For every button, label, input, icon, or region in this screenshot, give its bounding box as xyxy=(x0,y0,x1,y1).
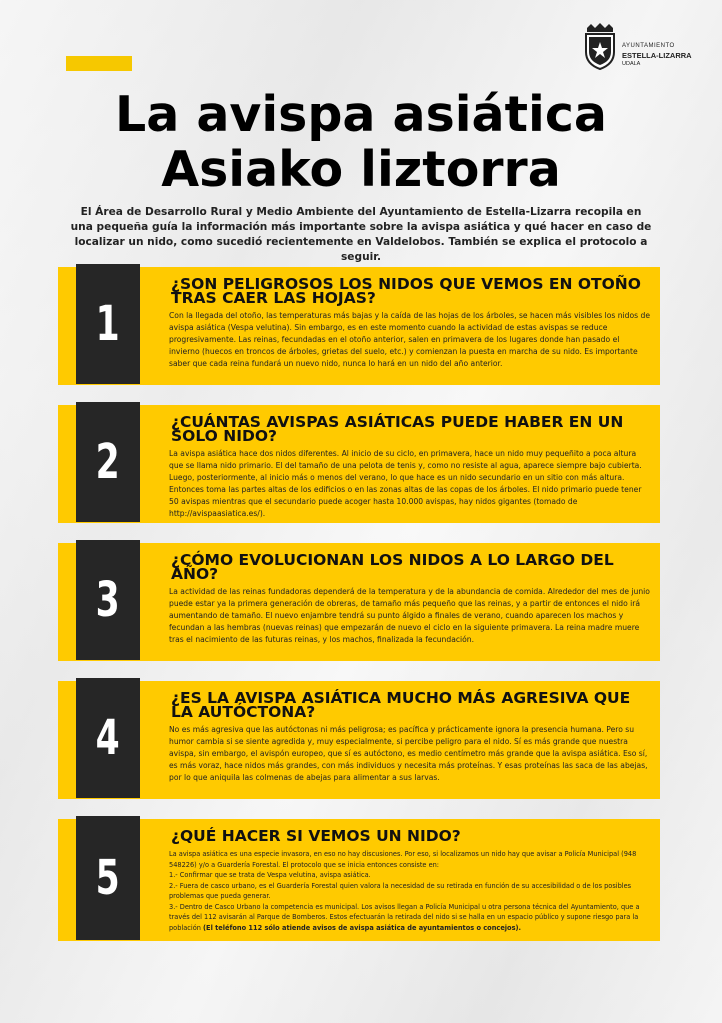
card-number-badge xyxy=(76,540,140,660)
card-answer: La avispa asiática hace dos nidos diferentes. Al inicio de su ciclo, en primavera, hace un nido muy pequeñito a poca altura que se llama nido primario. El del tamaño de una pelota de tenis y, como no resiste al agua, aparece siempre bajo cubierta. Luego, posteriormente, al inicio más o menos del verano, lo que hace es un nido secundario en un sitio con más altura. Entonces toma las partes altas de los edificios o en las zonas altas de las copas de los árboles. El nido primario puede tener 50 avispas mientras que el secundario puede acoger hasta 10.000 avispas, hay nidos gigantes (tomado de http://avispaasiatica.es/). xyxy=(169,449,642,518)
card-question: ¿QUÉ HACER SI VEMOS UN NIDO? xyxy=(171,827,461,845)
card-number: 4 xyxy=(95,710,121,766)
card-number-badge xyxy=(76,678,140,798)
town-hall-logo xyxy=(583,22,693,74)
card-answer-text: La avispa asiática es una especie invasora, en eso no hay discusiones. Por eso, si localizamos un nido hay que avisar a Policía Municipal (948 548226) y/o a Guardería Forestal. El protocolo que se inicia entonces consiste en: 1.- Confirmar que se trata de Vespa velutina, avispa asiática. 2.- Fuera de casco urbano, es el Guardería Forestal quien valora la necesidad de su retirada en función de su accesibilidad o de los posibles problemas que pueda generar. 3.- Dentro de Casco Urbano la competencia es municipal. Los avisos llegan a Policía Municipal u otra persona técnica del Ayuntamiento, que a través del 112 avisarán al Parque de Bomberos. Estos efectuarán la retirada del nido si se halla en un espacio público y supone riesgo para la población xyxy=(169,850,640,932)
logo-line-3: UDALA xyxy=(622,61,641,67)
card-answer: No es más agresiva que las autóctonas ni más peligrosa; es pacífica y prácticamente ignora la presencia humana. Pero su humor cambia si se siente agredida y, muy especialmente, si percibe peligro para el nido. Sí es más grande que nuestra avispa, sin embargo, el avispón europeo, que sí es autóctono, es medio centímetro más grande que la avispa asiática. Eso sí, es más voraz, hace nidos más grandes, con más individuos y necesita más proteínas. Y esas proteínas las saca de las abejas, por lo que aniquila las colmenas de abejas para alimentar a sus larvas. xyxy=(169,725,648,782)
faq-card-2 xyxy=(58,405,660,523)
card-number-badge xyxy=(76,816,140,940)
logo-line-1: AYUNTAMIENTO xyxy=(622,43,675,49)
faq-card-4 xyxy=(58,681,660,799)
card-question: ¿ES LA AVISPA ASIÁTICA MUCHO MÁS AGRESIVA QUE LA AUTÓCTONA? xyxy=(171,689,631,721)
card-answer: La actividad de las reinas fundadoras dependerá de la temperatura y de la abundancia de comida. Alrededor del mes de junio puede estar ya la primera generación de obreras, de tamaño más pequeño que las reinas, y a partir de entonces el nido irá aumentando de tamaño. El nuevo enjambre tendrá su punto álgido a finales de verano, cuando aparecen los machos y fecundan a las hembras (nuevas reinas) que empezarán de nuevo el ciclo en la siguiente primavera. La reina madre muere tras el nacimiento de las futuras reinas, y los machos, finalizada la fecundación. xyxy=(169,587,650,644)
logo-line-2: ESTELLA-LIZARRA xyxy=(622,51,692,60)
card-answer-emphasis: (El teléfono 112 sólo atiende avisos de avispa asiática de ayuntamientos o concejos). xyxy=(203,923,522,932)
page-subtitle: Asiako liztorra xyxy=(161,141,561,198)
card-number: 2 xyxy=(95,434,121,490)
card-question: ¿CUÁNTAS AVISPAS ASIÁTICAS PUEDE HABER EN UN SOLO NIDO? xyxy=(171,413,624,445)
accent-bar xyxy=(66,56,132,71)
faq-card-3 xyxy=(58,543,660,661)
card-answer: Con la llegada del otoño, las temperaturas más bajas y la caída de las hojas de los árboles, se hacen más visibles los nidos de avispa asiática (Vespa velutina). Sin embargo, es en este momento cuando la actividad de estas avispas se reduce progresivamente. Las reinas, fecundadas en el otoño anterior, salen en primavera de los lugares donde han pasado el invierno (huecos en troncos de árboles, grietas del suelo, etc.) y comienzan la puesta en marcha de su nido. Es importante saber que cada reina fundará un nuevo nido, nunca lo hará en un nido del año anterior. xyxy=(169,311,650,368)
card-number: 5 xyxy=(95,850,121,906)
card-answer xyxy=(169,849,651,933)
card-number: 3 xyxy=(95,572,121,628)
card-question: ¿SON PELIGROSOS LOS NIDOS QUE VEMOS EN OTOÑO TRAS CAER LAS HOJAS? xyxy=(171,275,641,307)
card-number-badge xyxy=(76,402,140,522)
card-number-badge xyxy=(76,264,140,384)
page-title: La avispa asiática xyxy=(115,86,607,143)
faq-card-5 xyxy=(58,819,660,941)
card-number: 1 xyxy=(95,296,121,352)
faq-card-1 xyxy=(58,267,660,385)
intro-paragraph: El Área de Desarrollo Rural y Medio Ambiente del Ayuntamiento de Estella-Lizarra recopila en una pequeña guía la información más importante sobre la avispa asiática y qué hacer en caso de localizar un nido, como sucedió recientemente en Valdelobos. También se explica el protocolo a seguir. xyxy=(70,206,652,263)
coat-of-arms-icon xyxy=(583,22,617,70)
card-question: ¿CÓMO EVOLUCIONAN LOS NIDOS A LO LARGO DEL AÑO? xyxy=(171,551,614,583)
